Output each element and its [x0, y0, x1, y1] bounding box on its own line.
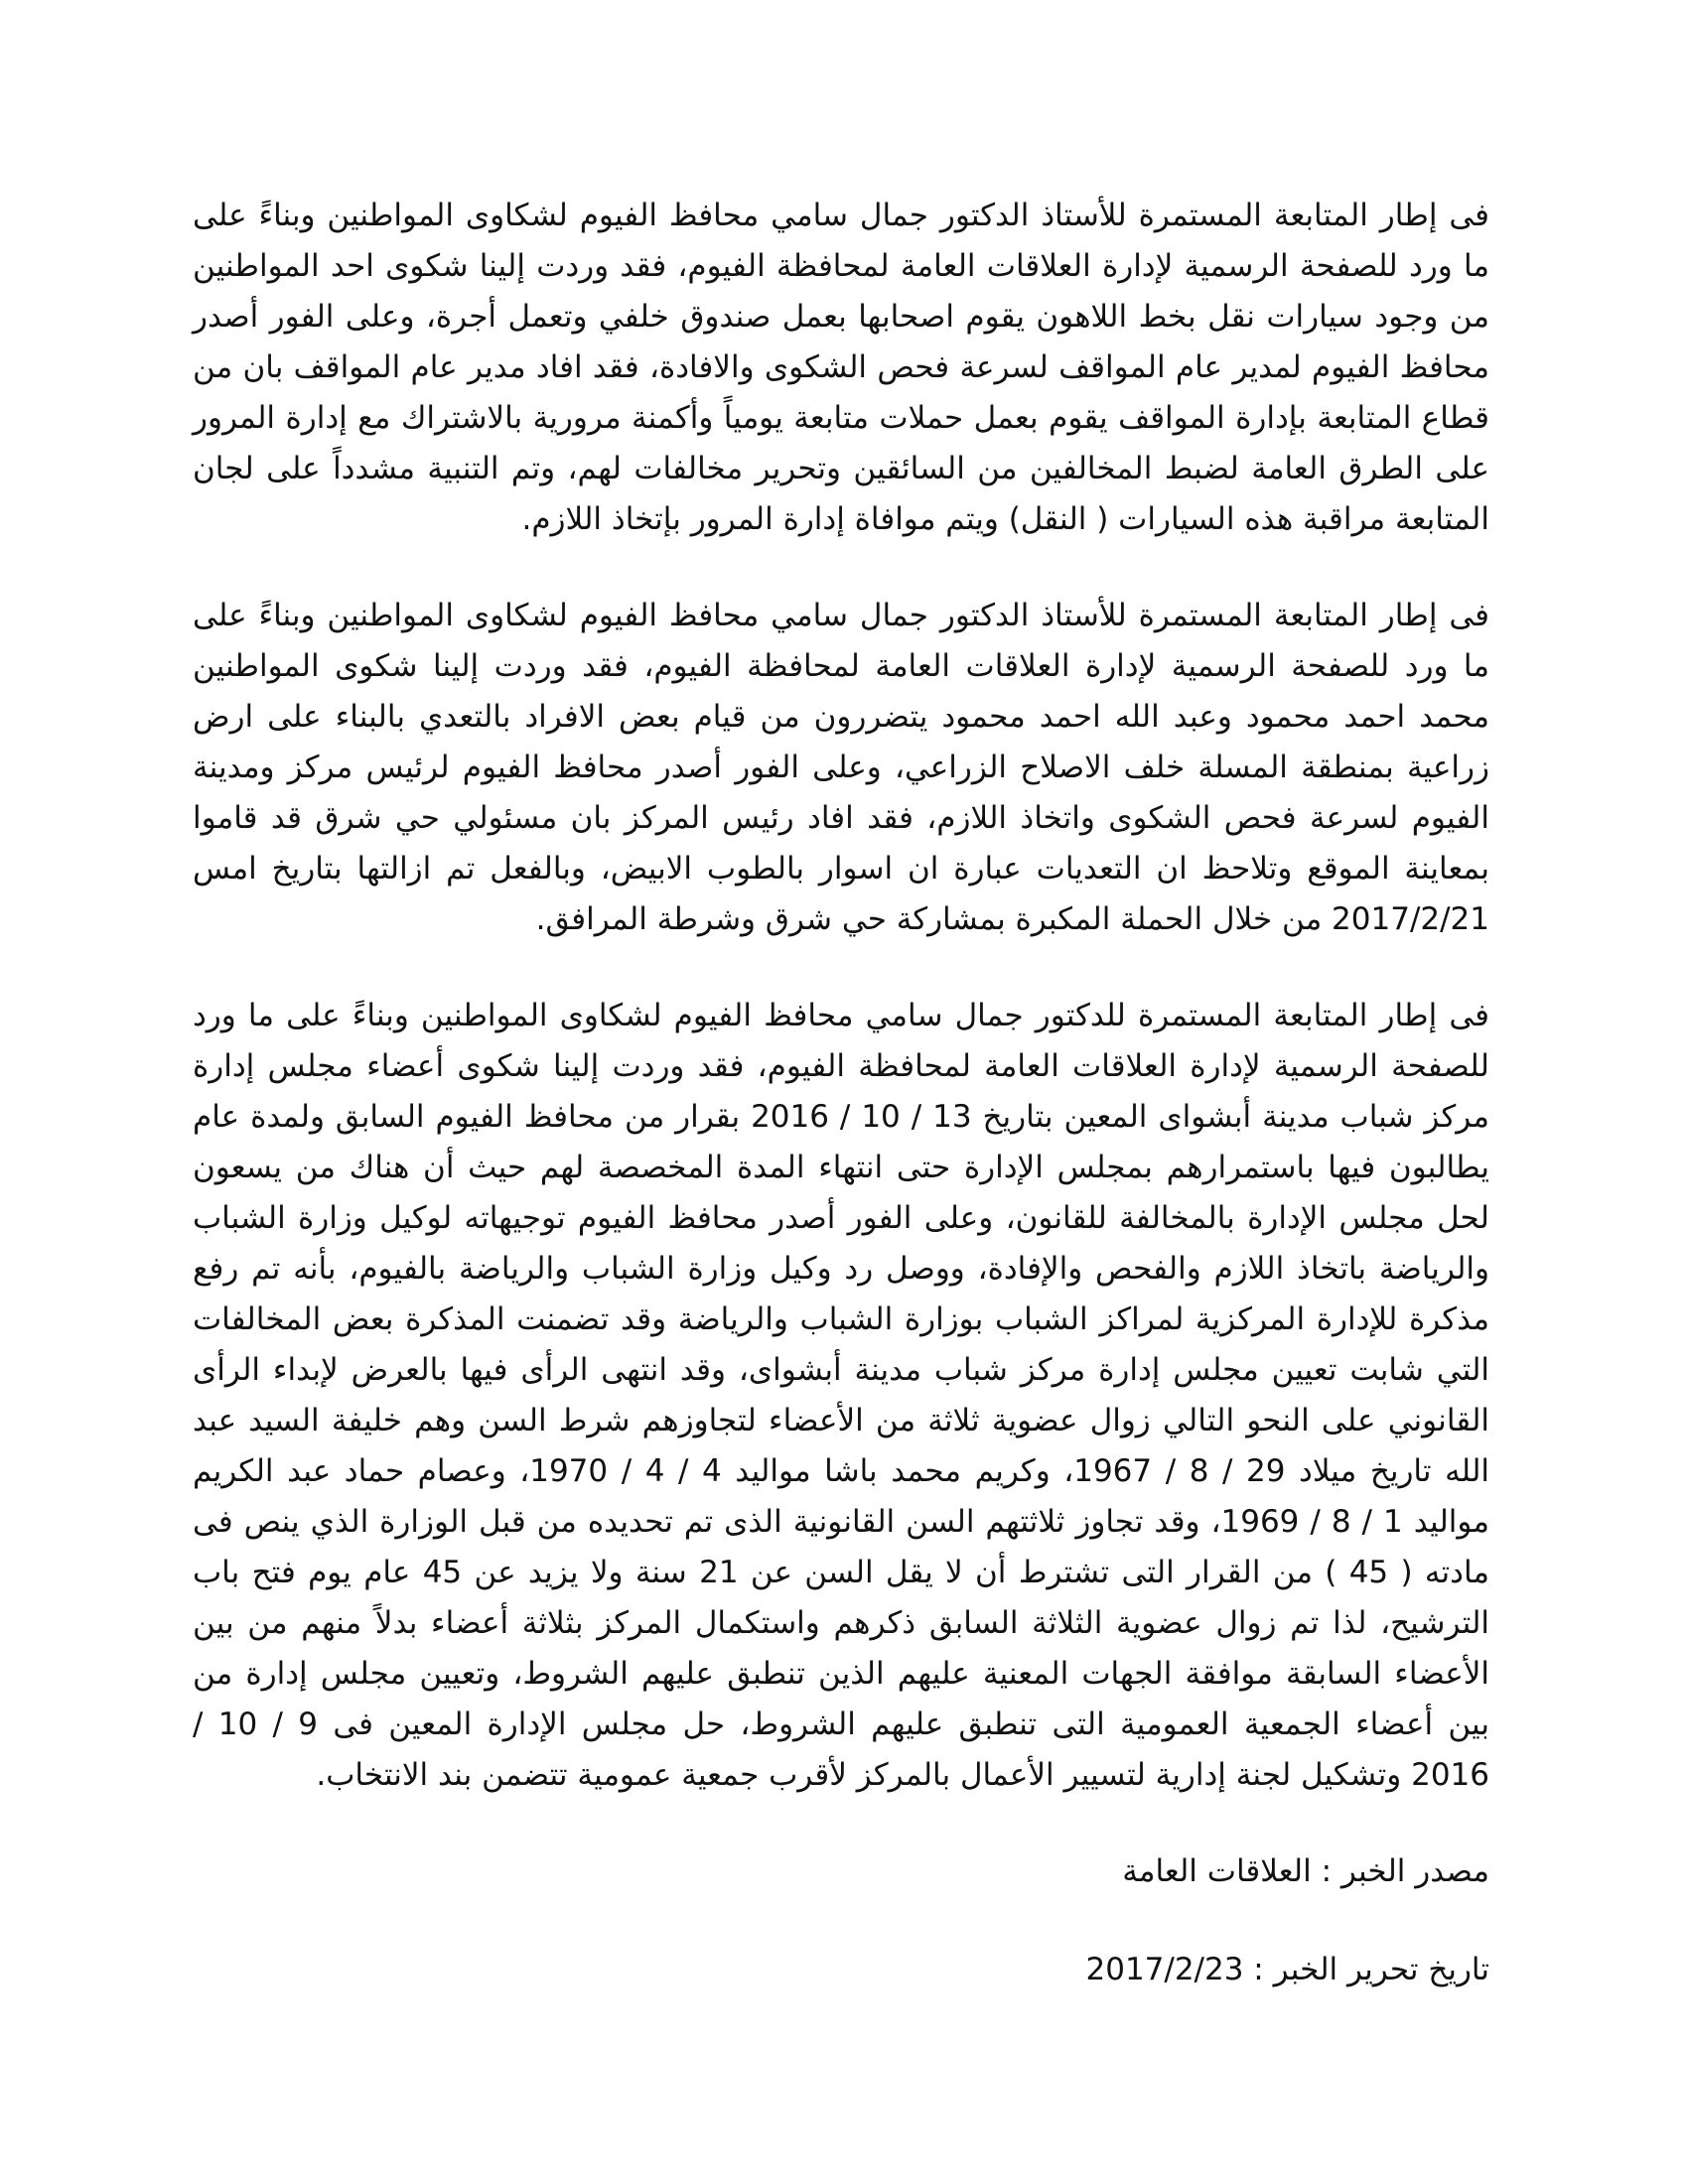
news-date-line: تاريخ تحرير الخبر : 2017/2/23: [1085, 1952, 1489, 1987]
document-page: [193, 191, 1489, 2136]
news-paragraph-agricultural-land-complaint: فى إطار المتابعة المستمرة للأستاذ الدكتور جمال سامي محافظ الفيوم لشكاوى المواطنين وبناءً على ما ورد للصفحة الرسمية لإدارة العلاقات العامة لمحافظة الفيوم، فقد وردت إلينا شكوى المواطنين محمد احمد محمود وعبد الله احمد محمود يتضررون من قيام بعض الافراد بالتعدي بالبناء على ارض زراعية بمنطقة المسلة خلف الاصلاح الزراعي، وعلى الفور أصدر محافظ الفيوم لرئيس مركز ومدينة الفيوم لسرعة فحص الشكوى واتخاذ اللازم، فقد افاد رئيس المركز بان مسئولي حي شرق قد قاموا بمعاينة الموقع وتلاحظ ان التعديات عبارة ان اسوار بالطوب الابيض، وبالفعل تم ازالتها بتاريخ امس 2017/2/21 من خلال الحملة المكبرة بمشاركة حي شرق وشرطة المرافق.: [193, 598, 1489, 937]
news-paragraph-youth-center-complaint: فى إطار المتابعة المستمرة للدكتور جمال سامي محافظ الفيوم لشكاوى المواطنين وبناءً على ما ورد للصفحة الرسمية لإدارة العلاقات العامة لمحافظة الفيوم، فقد وردت إلينا شكوى أعضاء مجلس إدارة مركز شباب مدينة أبشواى المعين بتاريخ 13 / 10 / 2016 بقرار من محافظ الفيوم السابق ولمدة عام يطالبون فيها باستمرارهم بمجلس الإدارة حتى انتهاء المدة المخصصة لهم حيث أن هناك من يسعون لحل مجلس الإدارة بالمخالفة للقانون، وعلى الفور أصدر محافظ الفيوم توجيهاته لوكيل وزارة الشباب والرياضة باتخاذ اللازم والفحص والإفادة، ووصل رد وكيل وزارة الشباب والرياضة بالفيوم، بأنه تم رفع مذكرة للإدارة المركزية لمراكز الشباب بوزارة الشباب والرياضة وقد تضمنت المذكرة بعض المخالفات التي شابت تعيين مجلس إدارة مركز شباب مدينة أبشواى، وقد انتهى الرأى فيها بالعرض لإبداء الرأى القانوني على النحو التالي زوال عضوية ثلاثة من الأعضاء لتجاوزهم شرط السن وهم خليفة السيد عبد الله تاريخ ميلاد 29 / 8 / 1967، وكريم محمد باشا مواليد 4 / 4 / 1970، وعصام حماد عبد الكريم مواليد 1 / 8 / 1969، وقد تجاوز ثلاثتهم السن القانونية الذى تم تحديده من قبل الوزارة الذي ينص فى مادته ( 45 ) من القرار التى تشترط أن لا يقل السن عن 21 سنة ولا يزيد عن 45 عام يوم فتح باب الترشيح، لذا تم زوال عضوية الثلاثة السابق ذكرهم واستكمال المركز بثلاثة أعضاء بدلاً منهم من بين الأعضاء السابقة موافقة الجهات المعنية عليهم الذين تنطبق عليهم الشروط، وتعيين مجلس إدارة من بين أعضاء الجمعية العمومية التى تنطبق عليهم الشروط، حل مجلس الإدارة المعين فى 9 / 10 / 2016 وتشكيل لجنة إدارية لتسيير الأعمال بالمركز لأقرب جمعية عمومية تتضمن بند الانتخاب.: [193, 998, 1490, 1793]
news-source-line: مصدر الخبر : العلاقات العامة: [1122, 1853, 1489, 1889]
news-paragraph-traffic-complaint: فى إطار المتابعة المستمرة للأستاذ الدكتور جمال سامي محافظ الفيوم لشكاوى المواطنين وبناءً على ما ورد للصفحة الرسمية لإدارة العلاقات العامة لمحافظة الفيوم، فقد وردت إلينا شكوى احد المواطنين من وجود سيارات نقل بخط اللاهون يقوم اصحابها بعمل صندوق خلفي وتعمل أجرة، وعلى الفور أصدر محافظ الفيوم لمدير عام المواقف لسرعة فحص الشكوى والافادة، فقد افاد مدير عام المواقف بان من قطاع المتابعة بإدارة المواقف يقوم بعمل حملات متابعة يومياً وأكمنة مرورية بالاشتراك مع إدارة المرور على الطرق العامة لضبط المخالفين من السائقين وتحرير مخالفات لهم، وتم التنبية مشدداً على لجان المتابعة مراقبة هذه السيارات ( النقل) ويتم موافاة إدارة المرور بإتخاذ اللازم.: [193, 198, 1489, 537]
